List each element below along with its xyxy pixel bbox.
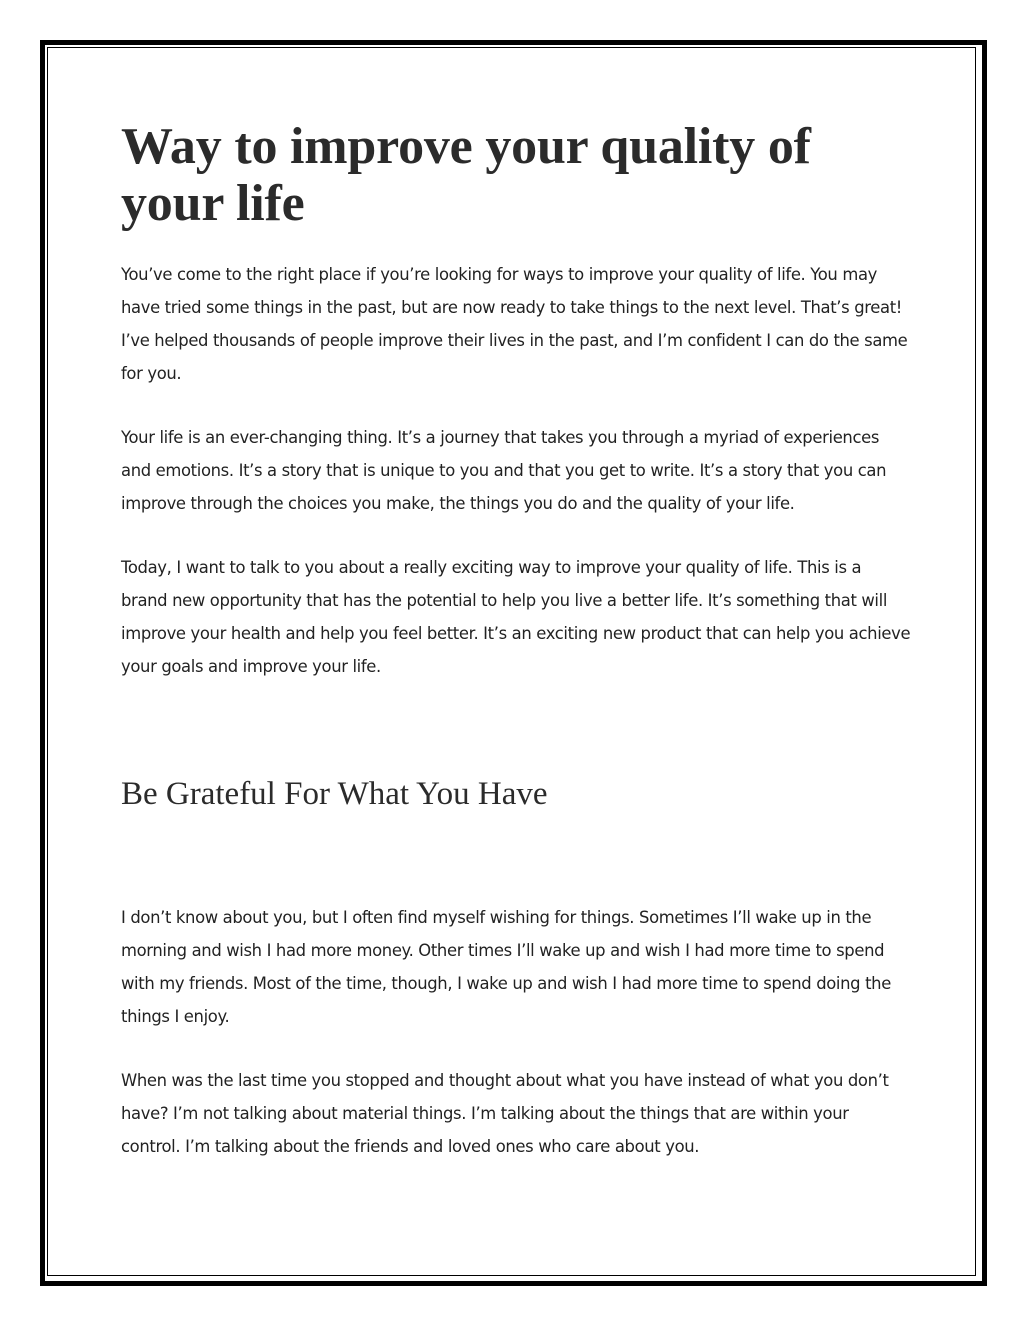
document-content bbox=[121, 118, 911, 1194]
section-paragraph-2: When was the last time you stopped and thought about what you have instead of what you don’t have? I’m not talking about material things. I’m talking about the things that are within your control. I’m talking about the friends and loved ones who care about you. bbox=[121, 1071, 889, 1156]
intro-paragraph-3: Today, I want to talk to you about a really exciting way to improve your quality of life. This is a brand new opportunity that has the potential to help you live a better life. It’s something that will improve your health and help you feel better. It’s an exciting new product that can help you achieve your goals and improve your life. bbox=[121, 558, 911, 676]
section-paragraph-1: I don’t know about you, but I often find myself wishing for things. Sometimes I’ll wake up in the morning and wish I had more money. Other times I’ll wake up and wish I had more time to spend with my friends. Most of the time, though, I wake up and wish I had more time to spend doing the things I enjoy. bbox=[121, 908, 891, 1026]
section-heading: Be Grateful For What You Have bbox=[121, 776, 548, 812]
intro-paragraph-1: You’ve come to the right place if you’re looking for ways to improve your quality of life. You may have tried some things in the past, but are now ready to take things to the next level. That’s great! I’ve helped thousands of people improve their lives in the past, and I’m confident I can do the same for you. bbox=[121, 265, 908, 383]
document-title: Way to improve your quality of your life bbox=[121, 118, 811, 232]
intro-paragraph-2: Your life is an ever-changing thing. It’s a journey that takes you through a myriad of experiences and emotions. It’s a story that is unique to you and that you get to write. It’s a story that you can improve through the choices you make, the things you do and the quality of your life. bbox=[121, 428, 887, 513]
